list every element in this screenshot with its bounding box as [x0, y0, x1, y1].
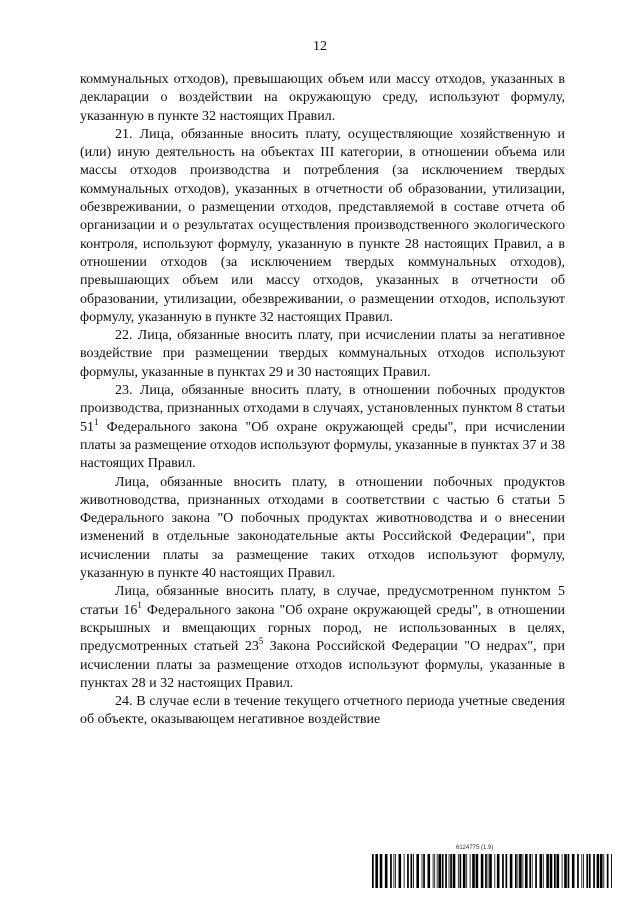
- superscript: 1: [94, 416, 99, 427]
- barcode-icon: [372, 854, 612, 888]
- document-code: 6124775 (1.9): [456, 845, 494, 851]
- paragraph-text: 23. Лица, обязанные вносить плату, в отношении побочных продуктов производства, признанных отходами в случаях, установленных пунктом 8 статьи 51: [80, 383, 565, 435]
- paragraph-p22: [80, 327, 565, 382]
- paragraph-text: Лица, обязанные вносить плату, в случае, предусмотренном пунктом 5 статьи 16: [80, 584, 565, 618]
- document-body: [80, 71, 565, 730]
- paragraph-text: коммунальных отходов), превышающих объем или массу отходов, указанных в декларации о воздействии на окружающую среду, используют формулу, указанную в пункте 32 настоящих Правил.: [80, 72, 565, 124]
- paragraph-p21: [80, 126, 565, 327]
- superscript: 1: [137, 599, 142, 610]
- paragraph-text: 21. Лица, обязанные вносить плату, осуществляющие хозяйственную и (или) иную деятельность на объектах III категории, в отношении объема или массы отходов производства и потребления (за исключением твердых коммунальных отходов), указанных в отчетности об образовании, утилизации, обезвреживании, о размещении отходов, представляемой в составе отчета об организации и о результатах осуществления производственного экологического контроля, используют формулу, указанную в пункте 28 настоящих Правил, а в отношении отходов (за исключением твердых коммунальных отходов), превышающих объем или массу отходов, указанных в отчетности об образовании, утилизации, обезвреживании, о размещении отходов, используют формулу, указанную в пункте 32 настоящих Правил.: [80, 126, 565, 325]
- paragraph-text: Лица, обязанные вносить плату, в отношении побочных продуктов животноводства, признанных отходами в соответствии с частью 6 статьи 5 Федерального закона "О побочных продуктах животноводства и о внесении изменений в отдельные законодательные акты Российской Федерации", при исчислении платы за размещение таких отходов используют формулу, указанную в пункте 40 настоящих Правил.: [80, 474, 565, 582]
- paragraph-p0: [80, 71, 565, 126]
- superscript: 5: [258, 636, 264, 647]
- page-number: 12: [313, 39, 327, 54]
- paragraph-text: Закона Российской Федерации "О недрах", при исчислении платы за размещение отходов используют формулы, указанные в пунктах 28 и 32 настоящих Правил.: [80, 639, 565, 691]
- paragraph-text: 22. Лица, обязанные вносить плату, при исчислении платы за негативное воздействие при размещении твердых коммунальных отходов используют формулы, указанные в пунктах 29 и 30 настоящих Правил.: [80, 328, 565, 380]
- paragraph-p23c: [80, 583, 565, 693]
- paragraph-p24: [80, 693, 565, 730]
- paragraph-p23b: [80, 474, 565, 584]
- paragraph-text: Федерального закона "Об охране окружающей среды", при исчислении платы за размещение отходов используют формулы, указанные в пунктах 37 и 38 настоящих Правил.: [80, 419, 566, 472]
- paragraph-text: 24. В случае если в течение текущего отчетного периода учетные сведения об объекте, оказывающем негативное воздействие: [80, 694, 565, 728]
- paragraph-text: Федерального закона "Об охране окружающей среды", в отношении вскрышных и вмещающих горных пород, не использованных в целях, предусмотренных статьей 23: [80, 602, 565, 655]
- paragraph-p23: [80, 382, 565, 473]
